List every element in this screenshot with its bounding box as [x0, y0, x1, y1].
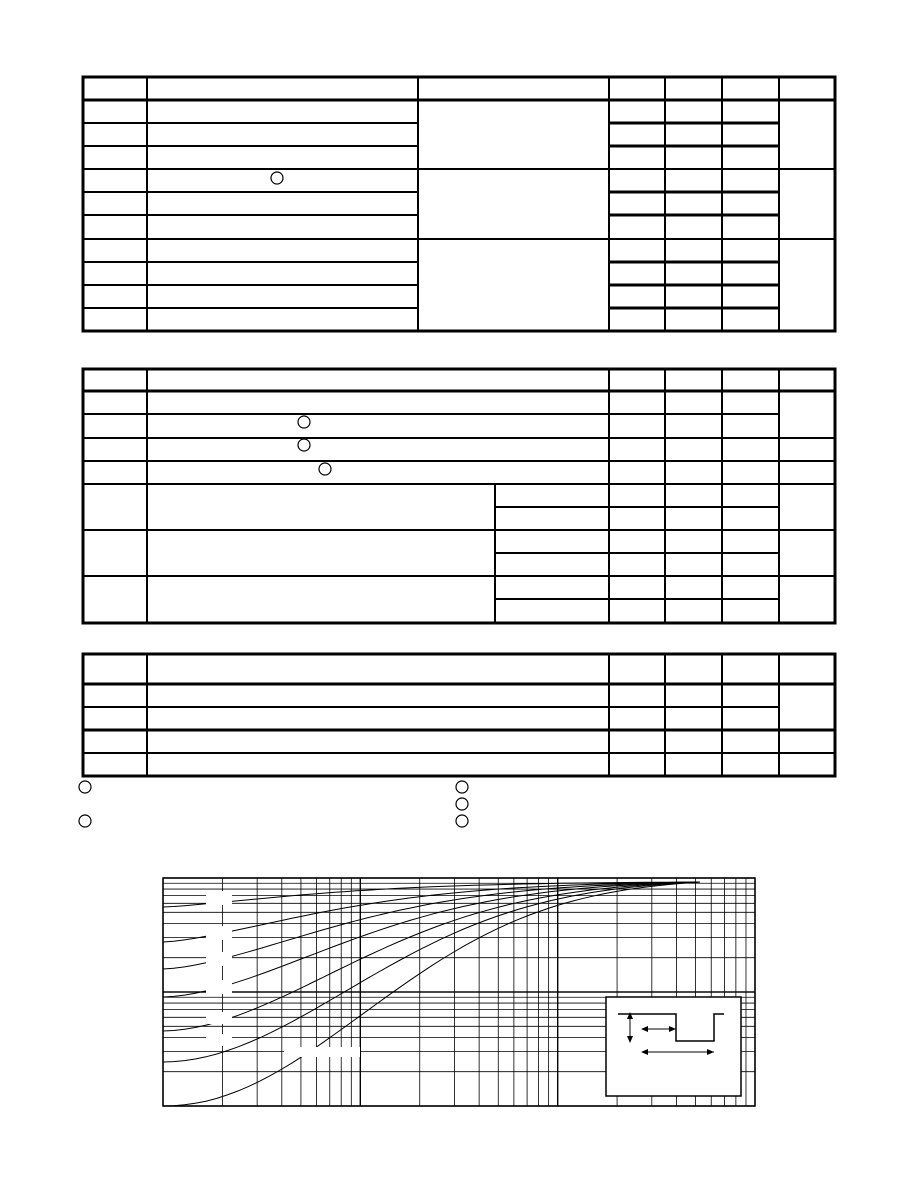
graph	[163, 878, 755, 1106]
note-marker	[298, 416, 310, 428]
note-marker	[456, 815, 468, 827]
table-1	[83, 77, 835, 331]
pulse-waveform-inset	[606, 997, 741, 1096]
note-marker	[271, 172, 283, 184]
graph-curve	[163, 882, 700, 997]
note-marker	[79, 781, 91, 793]
note-marker	[79, 815, 91, 827]
table-3	[83, 654, 835, 776]
note-marker	[298, 439, 310, 451]
note-marker	[456, 798, 468, 810]
note-marker	[456, 781, 468, 793]
notes	[79, 781, 468, 827]
table-2	[83, 369, 835, 623]
note-marker	[319, 463, 331, 475]
